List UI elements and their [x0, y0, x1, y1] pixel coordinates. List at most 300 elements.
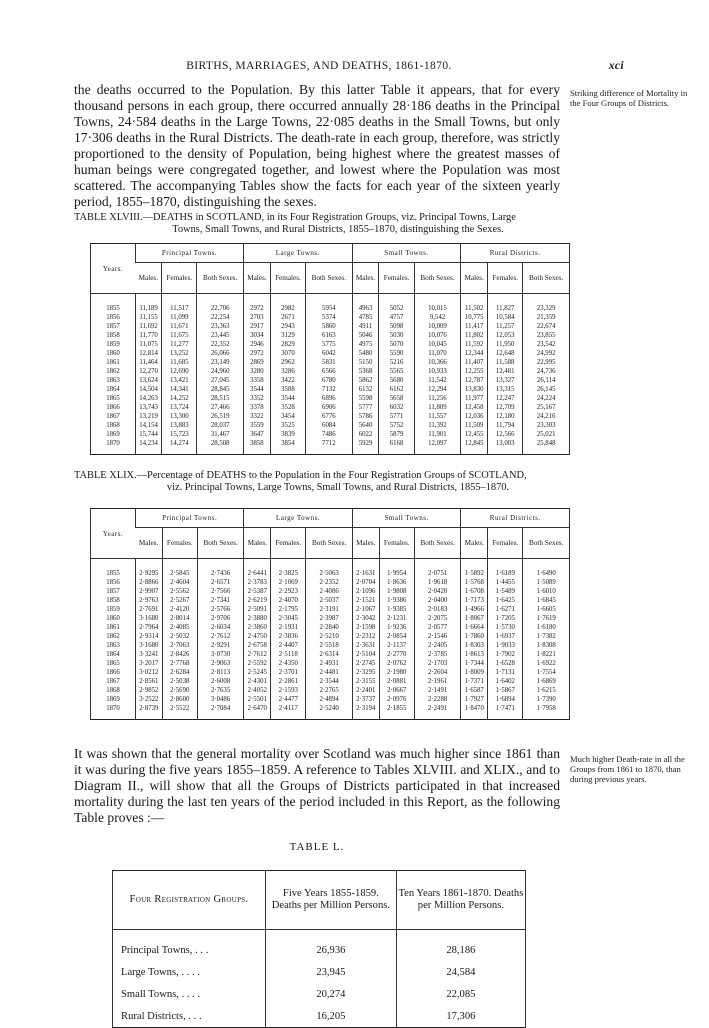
table49-value-cell: 1·9386 — [379, 596, 414, 605]
table49-value-cell: 2·7063 — [162, 641, 197, 650]
table-50-cell: 20,274 — [266, 983, 397, 1005]
table49-value-cell: 1·5768 — [461, 578, 488, 587]
table48-value-cell: 3422 — [270, 376, 305, 385]
table-50-row-label: Small Towns, . . . . — [121, 988, 201, 1000]
table49-value-cell: 2·2840 — [306, 623, 353, 632]
table48-row — [91, 331, 570, 340]
table49-value-cell: 1·7382 — [523, 632, 570, 641]
table49-value-cell: 2·3631 — [352, 641, 379, 650]
table48-value-cell: 12,566 — [488, 430, 523, 439]
table48-value-cell: 26,519 — [197, 412, 244, 421]
table49-value-cell: 3·2017 — [136, 659, 163, 668]
table48-value-cell: 6132 — [352, 385, 379, 394]
table48-value-cell: 5590 — [379, 349, 414, 358]
table49-year-cell: 1867 — [106, 678, 120, 685]
table49-value-cell: 1·5867 — [488, 686, 523, 695]
table-50-row — [113, 1005, 526, 1028]
table48-value-cell: 2972 — [243, 349, 270, 358]
table48-year-cell: 1868 — [106, 422, 120, 429]
table48-year-cell: 1859 — [106, 341, 120, 348]
table48-year-cell: 1860 — [106, 350, 120, 357]
table48-value-cell: 3839 — [270, 430, 305, 439]
table49-year-cell: 1856 — [106, 579, 120, 586]
table49-value-cell: 2·6284 — [162, 668, 197, 677]
table49-value-cell: 2·5210 — [306, 632, 353, 641]
table48-column-header: Males. — [352, 263, 379, 294]
table48-value-cell: 2671 — [270, 313, 305, 322]
table49-column-header: Females. — [271, 528, 306, 559]
table48-row — [91, 412, 570, 421]
table48-value-cell: 14,274 — [162, 439, 197, 455]
table49-value-cell: 3·0212 — [136, 668, 163, 677]
table49-value-cell: 2·1521 — [352, 596, 379, 605]
table49-value-cell: 1·6869 — [523, 677, 570, 686]
page-number: xci — [608, 60, 624, 72]
table49-value-cell: 2·2923 — [271, 587, 306, 596]
table49-value-cell: 2·5766 — [197, 605, 244, 614]
table48-value-cell: 2917 — [243, 322, 270, 331]
table-50-header-groups: Four Registration Groups. — [113, 871, 266, 930]
table48-value-cell: 5052 — [379, 294, 414, 314]
table49-value-cell: 2·6758 — [244, 641, 271, 650]
table49-value-cell: 1·6937 — [488, 632, 523, 641]
table49-value-cell: 2·5038 — [162, 677, 197, 686]
table49-year-cell: 1870 — [106, 705, 120, 712]
table49-value-cell: 1·5089 — [523, 578, 570, 587]
table48-value-cell: 11,671 — [162, 322, 197, 331]
table48-value-cell: 15,744 — [136, 430, 162, 439]
table48-value-cell: 11,070 — [414, 349, 461, 358]
table48-value-cell: 12,255 — [461, 367, 488, 376]
table49-value-cell: 1·4966 — [461, 605, 488, 614]
table49-value-cell: 1·6010 — [523, 587, 570, 596]
table49-value-cell: 3·2522 — [136, 695, 163, 704]
table-48-group-principal: Principal Towns. — [136, 244, 244, 263]
table48-value-cell: 12,648 — [488, 349, 523, 358]
table48-value-cell: 7486 — [306, 430, 353, 439]
table48-value-cell: 13,624 — [136, 376, 162, 385]
table49-value-cell: 1·7173 — [461, 596, 488, 605]
table48-value-cell: 5929 — [352, 439, 379, 455]
table48-value-cell: 12,036 — [461, 412, 488, 421]
table48-value-cell: 22,254 — [197, 313, 244, 322]
table48-value-cell: 14,263 — [136, 394, 162, 403]
table49-year-cell: 1869 — [106, 696, 120, 703]
table49-value-cell: 3·1680 — [136, 641, 163, 650]
table48-value-cell: 6896 — [306, 394, 353, 403]
table-49-caption-line1: TABLE XLIX.—Percentage of DEATHS to the Population in the Four Registration Groups of SCOTLAND, — [74, 470, 527, 481]
table48-value-cell: 2946 — [243, 340, 270, 349]
table48-value-cell: 12,270 — [136, 367, 162, 376]
table49-row — [91, 695, 570, 704]
table48-value-cell: 13,300 — [162, 412, 197, 421]
table48-value-cell: 3588 — [270, 385, 305, 394]
table49-value-cell: 2·4477 — [271, 695, 306, 704]
table49-value-cell: 2·4086 — [306, 587, 353, 596]
table48-value-cell: 10,076 — [414, 331, 461, 340]
margin-note-striking-difference: Striking difference of Mortality in the Four Groups of Districts. — [570, 88, 688, 108]
table49-year-cell: 1858 — [106, 597, 120, 604]
table49-year-cell: 1855 — [106, 570, 120, 577]
table48-value-cell: 5954 — [306, 294, 353, 314]
table48-value-cell: 5070 — [379, 340, 414, 349]
table48-column-header: Both Sexes. — [306, 263, 353, 294]
table49-value-cell: 1·7619 — [523, 614, 570, 623]
table48-value-cell: 12,787 — [461, 376, 488, 385]
table48-column-header: Males. — [138, 274, 159, 282]
table48-value-cell: 11,770 — [136, 331, 162, 340]
table48-value-cell: 22,706 — [197, 294, 244, 314]
table49-value-cell: 1·6425 — [488, 596, 523, 605]
table48-value-cell: 5368 — [352, 367, 379, 376]
table48-row — [91, 403, 570, 412]
table48-value-cell: 26,114 — [523, 376, 570, 385]
table-50-cell: 26,936 — [266, 930, 397, 962]
table49-row — [91, 641, 570, 650]
table49-value-cell: 2·3544 — [306, 677, 353, 686]
table49-value-cell: 2·4750 — [244, 632, 271, 641]
table49-row — [91, 614, 570, 623]
table48-year-cell: 1869 — [106, 431, 120, 438]
table49-value-cell: 1·8303 — [461, 641, 488, 650]
table48-value-cell: 10,775 — [461, 313, 488, 322]
table49-value-cell: 2·1231 — [379, 614, 414, 623]
table48-value-cell: 11,950 — [488, 340, 523, 349]
table48-value-cell: 3854 — [270, 439, 305, 455]
table48-column-header: Males. — [461, 263, 488, 294]
table49-value-cell: 2·1703 — [414, 659, 461, 668]
table49-column-header: Males. — [244, 528, 271, 559]
table49-value-cell: 2·2604 — [414, 668, 461, 677]
table49-value-cell: 2·6314 — [306, 650, 353, 659]
table-48-group-large: Large Towns. — [243, 244, 352, 263]
table-49-caption — [74, 470, 560, 495]
table48-value-cell: 10,015 — [414, 294, 461, 314]
table49-value-cell: 2·9763 — [136, 596, 163, 605]
table48-value-cell: 3286 — [270, 367, 305, 376]
table49-value-cell: 2·5091 — [244, 605, 271, 614]
table49-row — [91, 704, 570, 720]
table49-value-cell: 2·2765 — [306, 686, 353, 695]
table-50-cell: 23,945 — [266, 961, 397, 983]
table48-value-cell: 5030 — [379, 331, 414, 340]
table48-year-cell: 1865 — [106, 395, 120, 402]
table49-value-cell: 2·4350 — [271, 659, 306, 668]
table49-value-cell: 2·4931 — [306, 659, 353, 668]
table-49-group-large: Large Towns. — [244, 509, 353, 528]
table48-value-cell: 10,933 — [414, 367, 461, 376]
table49-value-cell: 2·0751 — [414, 559, 461, 579]
table49-value-cell: 1·7344 — [461, 659, 488, 668]
table48-value-cell: 6163 — [306, 331, 353, 340]
running-header — [74, 60, 624, 72]
table49-value-cell: 2·7612 — [197, 632, 244, 641]
table49-value-cell: 2·8600 — [162, 695, 197, 704]
table49-value-cell: 1·5730 — [488, 623, 523, 632]
table49-column-header: Males. — [461, 528, 488, 559]
table48-row — [91, 322, 570, 331]
table48-value-cell: 5150 — [352, 358, 379, 367]
table-48-group-small: Small Towns. — [352, 244, 461, 263]
table48-value-cell: 11,557 — [414, 412, 461, 421]
table-48-group-rural: Rural Districts. — [461, 244, 570, 263]
table49-year-cell: 1866 — [106, 669, 120, 676]
running-title: BIRTHS, MARRIAGES, AND DEATHS, 1861-1870. — [186, 60, 452, 72]
table49-value-cell: 2·4117 — [271, 704, 306, 720]
table49-value-cell: 2·4070 — [271, 596, 306, 605]
table49-value-cell: 2·9852 — [136, 686, 163, 695]
table48-value-cell: 24,992 — [523, 349, 570, 358]
table48-value-cell: 5775 — [306, 340, 353, 349]
table48-value-cell: 11,809 — [414, 403, 461, 412]
table49-value-cell: 1·6215 — [523, 686, 570, 695]
table-49-percentages — [90, 508, 570, 720]
table49-value-cell: 2·0420 — [414, 587, 461, 596]
table48-value-cell: 12,247 — [488, 394, 523, 403]
paragraph-mortality: It was shown that the general mortality over Scotland was much higher since 1861 than it was during the five years 1855–1859. A reference to Tables XLVIII. and XLIX., and to Diagram II., will show that all the Groups of Districts participated in that increased mortality during the last ten years of the period included in this Report, as the following Table proves :— — [74, 746, 560, 825]
table48-value-cell: 13,252 — [162, 349, 197, 358]
table-49-column-headers — [91, 528, 570, 559]
table49-value-cell: 2·3987 — [306, 614, 353, 623]
table49-row — [91, 578, 570, 587]
table49-value-cell: 2·2288 — [414, 695, 461, 704]
table49-value-cell: 1·8636 — [379, 578, 414, 587]
table49-value-cell: 1·9385 — [379, 605, 414, 614]
table49-value-cell: 1·7958 — [523, 704, 570, 720]
table48-value-cell: 27,466 — [197, 403, 244, 412]
table48-value-cell: 5098 — [379, 322, 414, 331]
table49-value-cell: 2·7768 — [162, 659, 197, 668]
table48-value-cell: 2962 — [270, 358, 305, 367]
table48-year-cell: 1861 — [106, 359, 120, 366]
table49-value-cell: 2·1067 — [352, 605, 379, 614]
table49-row — [91, 605, 570, 614]
table49-year-cell: 1861 — [106, 624, 120, 631]
table48-value-cell: 4757 — [379, 313, 414, 322]
table48-value-cell: 11,417 — [461, 322, 488, 331]
table48-value-cell: 6032 — [379, 403, 414, 412]
table48-column-header: Females. — [488, 263, 523, 294]
table49-value-cell: 2·1096 — [352, 587, 379, 596]
table49-value-cell: 2·9063 — [197, 659, 244, 668]
table49-value-cell: 2·6219 — [244, 596, 271, 605]
table48-value-cell: 25,848 — [523, 439, 570, 455]
table48-column-header: Both Sexes. — [414, 263, 461, 294]
table48-value-cell: 11,277 — [162, 340, 197, 349]
table48-year-cell: 1858 — [106, 332, 120, 339]
table48-value-cell: 24,216 — [523, 412, 570, 421]
table49-value-cell: 1·6490 — [523, 559, 570, 579]
table48-value-cell: 7712 — [306, 439, 353, 455]
table48-value-cell: 3358 — [243, 376, 270, 385]
table49-value-cell: 2·5104 — [352, 650, 379, 659]
table49-value-cell: 2·5501 — [244, 695, 271, 704]
table49-value-cell: 2·3045 — [271, 614, 306, 623]
table48-year-cell: 1864 — [106, 386, 120, 393]
table48-row — [91, 367, 570, 376]
table49-value-cell: 1·7371 — [461, 677, 488, 686]
table48-value-cell: 5680 — [379, 376, 414, 385]
table48-value-cell: 3647 — [243, 430, 270, 439]
table48-value-cell: 6780 — [306, 376, 353, 385]
table48-value-cell: 11,901 — [414, 430, 461, 439]
table48-value-cell: 12,344 — [461, 349, 488, 358]
table-50-header-1861: Ten Years 1861-1870. Deaths per Million Persons. — [396, 871, 525, 930]
table48-value-cell: 6566 — [306, 367, 353, 376]
table49-value-cell: 3·3241 — [136, 650, 163, 659]
table48-value-cell: 5216 — [379, 358, 414, 367]
table49-value-cell: 1·6180 — [523, 623, 570, 632]
table-50-row-label: Large Towns, . . . . — [121, 966, 200, 978]
table48-value-cell: 12,180 — [488, 412, 523, 421]
table49-value-cell: 2·9314 — [136, 632, 163, 641]
table48-value-cell: 13,421 — [162, 376, 197, 385]
table48-value-cell: 11,502 — [461, 294, 488, 314]
table48-value-cell: 9,542 — [414, 313, 461, 322]
table49-value-cell: 2·5522 — [162, 704, 197, 720]
table49-value-cell: 1·6402 — [488, 677, 523, 686]
table49-value-cell: 2·4301 — [244, 677, 271, 686]
table49-value-cell: 2·6008 — [197, 677, 244, 686]
table48-value-cell: 5831 — [306, 358, 353, 367]
table-50-cell: 16,205 — [266, 1005, 397, 1028]
table48-year-cell: 1856 — [106, 314, 120, 321]
table48-column-header: Both Sexes. — [197, 263, 244, 294]
table48-value-cell: 5771 — [379, 412, 414, 421]
table48-value-cell: 31,467 — [197, 430, 244, 439]
table48-column-header: Males. — [243, 263, 270, 294]
table48-value-cell: 13,219 — [136, 412, 162, 421]
table48-value-cell: 5658 — [379, 394, 414, 403]
table48-value-cell: 11,464 — [136, 358, 162, 367]
table48-value-cell: 13,315 — [488, 385, 523, 394]
table48-value-cell: 11,977 — [461, 394, 488, 403]
table48-value-cell: 5374 — [306, 313, 353, 322]
table48-value-cell: 22,352 — [197, 340, 244, 349]
table49-value-cell: 2·4085 — [162, 623, 197, 632]
table-49-group-small: Small Towns. — [352, 509, 461, 528]
table48-value-cell: 4785 — [352, 313, 379, 322]
table-50-row-label: Rural Districts, . . . — [121, 1010, 202, 1022]
table48-value-cell: 11,542 — [414, 376, 461, 385]
table49-value-cell: 2·5063 — [306, 559, 353, 579]
table48-value-cell: 12,845 — [461, 439, 488, 455]
table49-value-cell: 2·1795 — [271, 605, 306, 614]
table49-row — [91, 650, 570, 659]
table49-value-cell: 2·1931 — [271, 623, 306, 632]
table-50-header-1855: Five Years 1855-1859. Deaths per Million Persons. — [266, 871, 397, 930]
table48-value-cell: 23,149 — [197, 358, 244, 367]
table49-value-cell: 1·8009 — [461, 668, 488, 677]
table48-value-cell: 5879 — [379, 430, 414, 439]
table-50-cell: 24,584 — [396, 961, 525, 983]
table49-year-cell: 1865 — [106, 660, 120, 667]
table48-value-cell: 27,045 — [197, 376, 244, 385]
table49-value-cell: 2·7612 — [244, 650, 271, 659]
table48-value-cell: 3559 — [243, 421, 270, 430]
table49-row — [91, 686, 570, 695]
table49-value-cell: 2·3194 — [352, 704, 379, 720]
table49-value-cell: 2·2312 — [352, 632, 379, 641]
table48-value-cell: 13,003 — [488, 439, 523, 455]
table49-value-cell: 1·6845 — [523, 596, 570, 605]
table49-value-cell: 2·8014 — [162, 614, 197, 623]
table49-value-cell: 1·6894 — [488, 695, 523, 704]
table49-value-cell: 2·2745 — [352, 659, 379, 668]
table49-value-cell: 2·1598 — [352, 623, 379, 632]
table49-value-cell: 1·7927 — [461, 695, 488, 704]
table48-value-cell: 13,883 — [162, 421, 197, 430]
table49-value-cell: 2·5037 — [306, 596, 353, 605]
table49-column-header: Females. — [379, 528, 414, 559]
table48-value-cell: 11,155 — [136, 313, 162, 322]
table49-row — [91, 659, 570, 668]
table49-value-cell: 1·9618 — [414, 578, 461, 587]
table49-value-cell: 2·0854 — [379, 632, 414, 641]
table49-value-cell: 1·7390 — [523, 695, 570, 704]
table48-value-cell: 6042 — [306, 349, 353, 358]
table49-value-cell: 2·8113 — [197, 668, 244, 677]
table-50-title: TABLE L. — [289, 841, 345, 853]
table48-value-cell: 3322 — [243, 412, 270, 421]
table48-value-cell: 13,830 — [461, 385, 488, 394]
table49-value-cell: 2·4894 — [306, 695, 353, 704]
table48-value-cell: 12,709 — [488, 403, 523, 412]
table48-row — [91, 294, 570, 314]
table49-value-cell: 2·6571 — [197, 578, 244, 587]
table49-value-cell: 2·5518 — [306, 641, 353, 650]
table49-value-cell: 2·6034 — [197, 623, 244, 632]
table49-value-cell: 1·6189 — [488, 559, 523, 579]
table49-row — [91, 677, 570, 686]
table48-value-cell: 2972 — [243, 294, 270, 314]
table48-value-cell: 7132 — [306, 385, 353, 394]
table48-value-cell: 11,099 — [162, 313, 197, 322]
table48-value-cell: 3352 — [243, 394, 270, 403]
table48-year-cell: 1855 — [106, 305, 120, 312]
table49-value-cell: 1·8308 — [523, 641, 570, 650]
table49-value-cell: 1·6605 — [523, 605, 570, 614]
table48-value-cell: 6776 — [306, 412, 353, 421]
table49-value-cell: 1·8221 — [523, 650, 570, 659]
table48-value-cell: 2943 — [270, 322, 305, 331]
table-49-years-header: Years. — [91, 509, 136, 559]
table49-value-cell: 2·7691 — [136, 605, 163, 614]
table49-value-cell: 2·3880 — [244, 614, 271, 623]
table49-value-cell: 2·1631 — [352, 559, 379, 579]
table49-value-cell: 2·4407 — [271, 641, 306, 650]
table48-year-cell: 1866 — [106, 404, 120, 411]
table49-value-cell: 2·9706 — [197, 614, 244, 623]
table49-value-cell: 2·9907 — [136, 587, 163, 596]
table48-value-cell: 11,517 — [162, 294, 197, 314]
table48-value-cell: 11,189 — [136, 294, 162, 314]
table-49-group-principal: Principal Towns. — [136, 509, 244, 528]
table48-value-cell: 6906 — [306, 403, 353, 412]
table48-value-cell: 12,294 — [414, 385, 461, 394]
table48-row — [91, 313, 570, 322]
table48-value-cell: 5862 — [352, 376, 379, 385]
table49-value-cell: 1·8067 — [461, 614, 488, 623]
table48-column-header: Both Sexes. — [523, 263, 570, 294]
table49-value-cell: 1·8613 — [461, 650, 488, 659]
table48-value-cell: 11,794 — [488, 421, 523, 430]
table-50-row-label: Principal Towns, . . . — [121, 944, 209, 956]
table49-value-cell: 1·9808 — [379, 587, 414, 596]
table49-value-cell: 2·7964 — [136, 623, 163, 632]
table48-row — [91, 394, 570, 403]
table49-value-cell: 2·8561 — [136, 677, 163, 686]
